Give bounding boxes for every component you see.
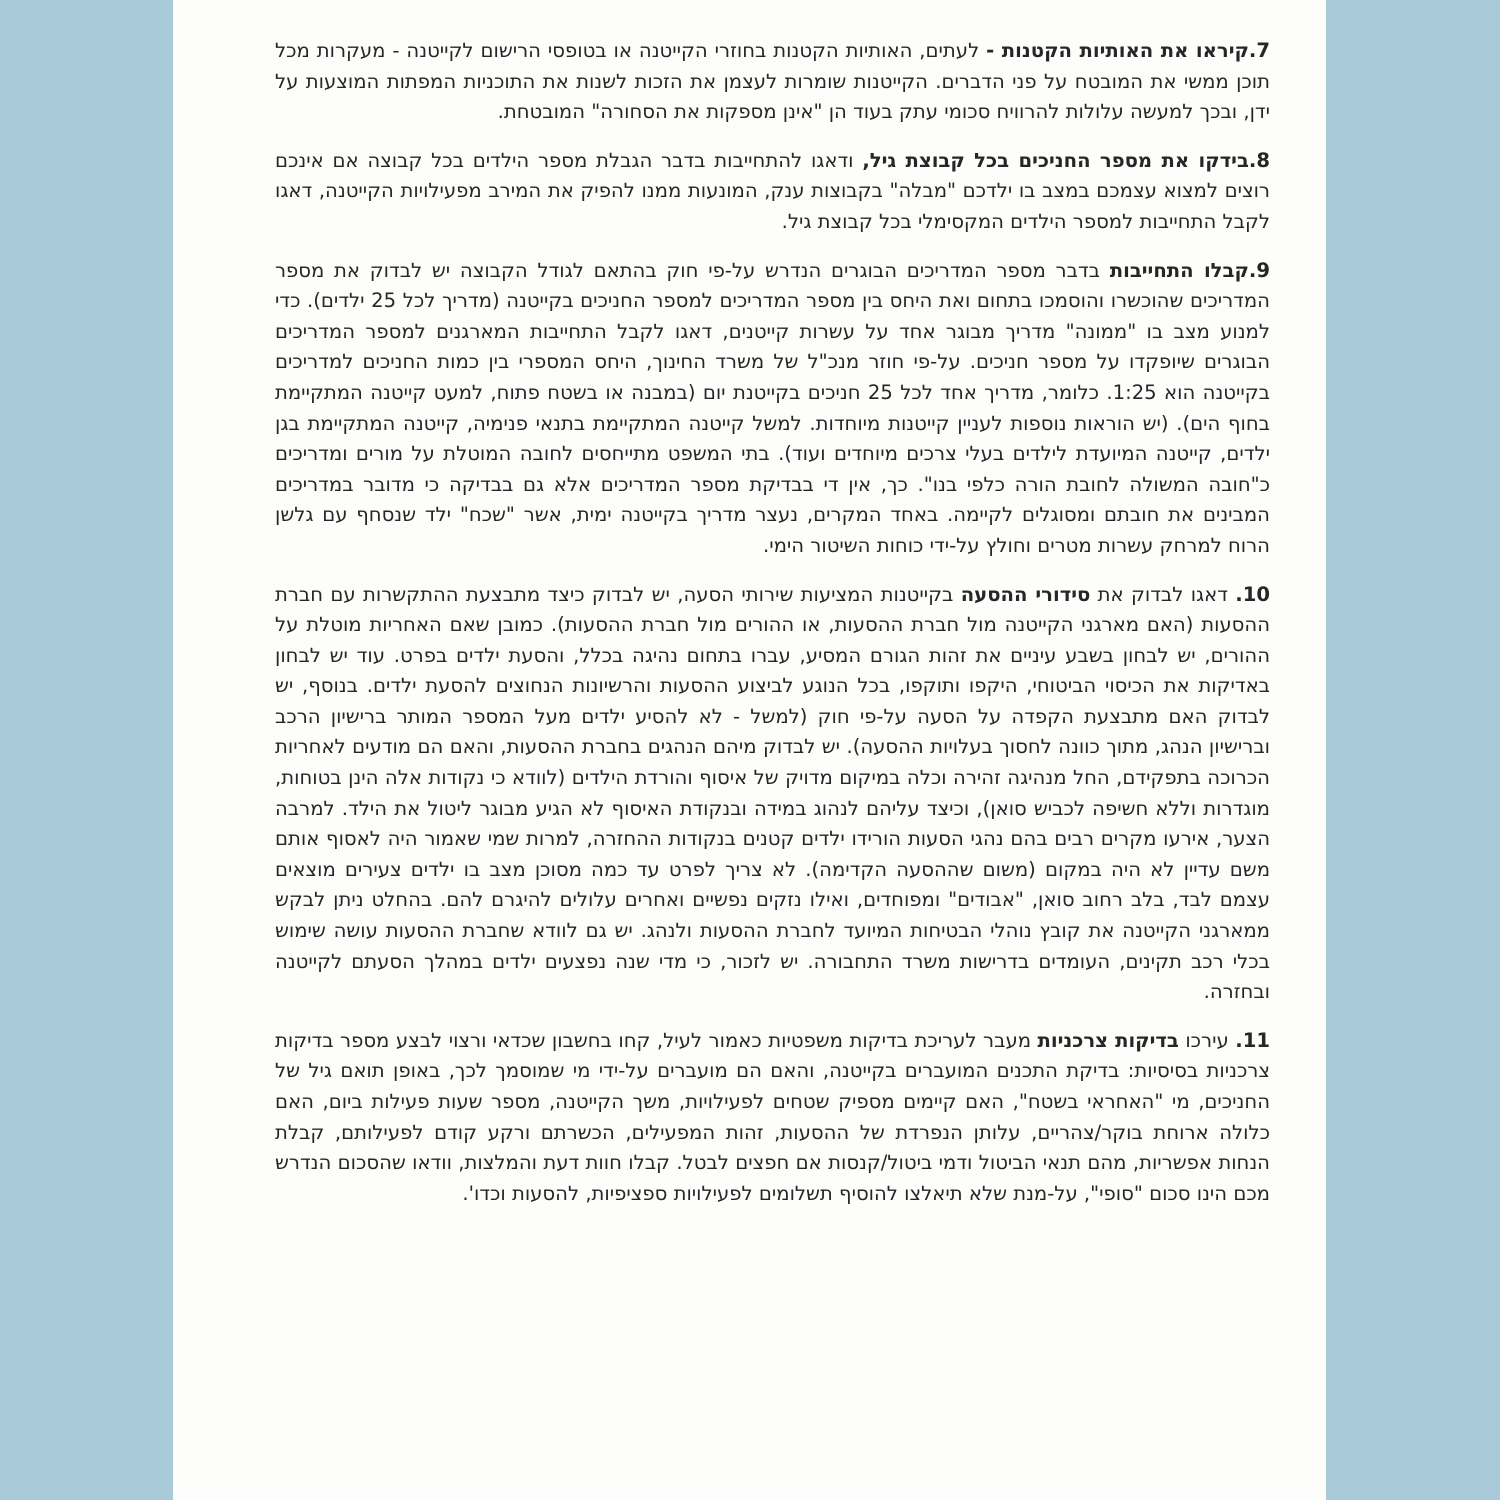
document-page xyxy=(173,0,1326,1500)
section-number: 7. xyxy=(1248,39,1270,62)
section-body: ודאגו להתחייבות בדבר הגבלת מספר הילדים בכל קבוצה אם אינכם רוצים למצוא עצמכם במצב בו ילדכם "מבלה" בקבוצות ענק, המונעות ממנו להפיק את המירב מפעילויות הקייטנה, דאגו לקבל התחייבות למספר הילדים המקסימלי בכל קבוצת גיל. xyxy=(275,148,1270,233)
section-heading: בידקו את מספר החניכים בכל קבוצת גיל, xyxy=(862,148,1249,172)
section-heading: קיראו את האותיות הקטנות - xyxy=(986,39,1249,62)
section-body: מעבר לעריכת בדיקות משפטיות כאמור לעיל, קחו בחשבון שכדאי ורצוי לבצע מספר בדיקות צרכניות בסיסיות: בדיקת התכנים המועברים בקייטנה, והאם הם מועברים על-ידי מי שמוסמך לכך, באופן תואם גיל של החניכים, מי "האחראי בשטח", האם קיימים מספיק שטחים לפעילויות, משך הקייטנה, מספר שעות פעילות ביום, האם כלולה ארוחת בוקר/צהריים, עלותן הנפרדת של ההסעות, זהות המפעילים, הכשרתם ורקע קודם לפעילותם, קבלת הנחות אפשריות, מהם תנאי הביטול ודמי ביטול/קנסות אם חפצים לבטל. קבלו חוות דעת והמלצות, וודאו שהסכום הנדרש מכם הינו סכום "סופי", על-מנת שלא תיאלצו להוסיף תשלומים לפעילויות ספציפיות, להסעות וכדו'. xyxy=(275,1028,1270,1205)
section-heading: קבלו התחייבות xyxy=(1109,258,1249,282)
section-number: 11. xyxy=(1235,1028,1270,1052)
section-body: בדבר מספר המדריכים הבוגרים הנדרש על-פי חוק בהתאם לגודל הקבוצה יש לבדוק את מספר המדריכים שהוכשרו והוסמכו בתחום ואת היחס בין מספר המדריכים למספר החניכים בקייטנה (מדריך לכל 25 ילדים). כדי למנוע מצב בו "ממונה" מדריך מבוגר אחד על עשרות קייטנים, דאגו לקבל התחייבות המארגנים למספר המדריכים הבוגרים שיופקדו על מספר חניכים. על-פי חוזר מנכ"ל של משרד החינוך, היחס המספרי בין כמות החניכים למדריכים בקייטנה הוא 1:25. כלומר, מדריך אחד לכל 25 חניכים בקייטנת יום (במבנה או בשטח פתוח, למעט קייטנה המתקיימת בחוף הים). (יש הוראות נוספות לעניין קייטנות מיוחדות. למשל קייטנה המתקיימת בתנאי פנימיה, קייטנה המתקיימת בגן ילדים, קייטנה המיועדת לילדים בעלי צרכים מיוחדים ועוד). בתי המשפט מתייחסים לחובה המוטלת על מורים ומדריכים כ"חובה המשולה לחובת הורה כלפי בנו". כך, אין די בבדיקת מספר המדריכים אלא גם בבדיקה כי מדובר במדריכים המבינים את חובתם ומסוגלים לקיימה. באחד המקרים, נעצר מדריך בקייטנה ימית, אשר "שכח" ילד שנסחף עם גלשן הרוח למרחק עשרות מטרים וחולץ על-ידי כוחות השיטור הימי. xyxy=(275,258,1270,557)
section-body: לעתים, האותיות הקטנות בחוזרי הקייטנה או בטופסי הרישום לקייטנה - מעקרות מכל תוכן ממשי את המובטח על פני הדברים. הקייטנות שומרות לעצמן את הזכות לשנות את התוכניות המפתות המוצעות על ידן, ובכך למעשה עלולות להרוויח סכומי עתק בעוד הן "אינן מספקות את הסחורה" המובטחת. xyxy=(275,39,1270,124)
section-10 xyxy=(275,580,1270,1008)
section-body: בקייטנות המציעות שירותי הסעה, יש לבדוק כיצד מתבצעת ההתקשרות עם חברת ההסעות (האם מארגני הקייטנה מול חברת ההסעות, או ההורים מול חברת ההסעות). כמובן שאם האחריות מוטלת על ההורים, יש לבחון בשבע עיניים את זהות הגורם המסיע, עברו בתחום נהיגה בכלל, והסעת ילדים בפרט. עוד יש לבחון באדיקות את הכיסוי הביטוחי, היקפו ותוקפו, בכל הנוגע לביצוע ההסעות והרשיונות הנחוצים להסעת ילדים. בנוסף, יש לבדוק האם מתבצעת הקפדה על הסעה על-פי חוק (למשל - לא להסיע ילדים מעל המספר המותר ברישיון הרכב וברישיון הנהג, מתוך כוונה לחסוך בעלויות ההסעה). יש לבדוק מיהם הנהגים בחברת ההסעות, והאם הם מודעים לאחריות הכרוכה בתפקידם, החל מנהיגה זהירה וכלה במיקום מדויק של איסוף והורדת הילדים (לוודא כי נקודות אלה הינן בטוחות, מוגדרות וללא חשיפה לכביש סואן), וכיצד עליהם לנהוג במידה ובנקודת האיסוף לא הגיע מבוגר ליטול את הילד. למרבה הצער, אירעו מקרים רבים בהם נהגי הסעות הורידו ילדים קטנים בנקודות ההחזרה, למרות שמי שאמור היה לאסוף אותם משם עדיין לא היה במקום (משום שההסעה הקדימה). לא צריך לפרט עד כמה מסוכן מצב בו ילדים צעירים מוצאים עצמם לבד, בלב רחוב סואן, "אבודים" ומפוחדים, ואילו נזקים נפשיים ואחרים עלולים להיגרם להם. בהחלט ניתן לבקש ממארגני הקייטנה את קובץ נוהלי הבטיחות המיועד לחברת ההסעות ולנהג. יש גם לוודא שחברת ההסעות עושה שימוש בכלי רכב תקינים, העומדים בדרישות משרד התחבורה. יש לזכור, כי מדי שנה נפצעים ילדים במהלך הסעתם לקייטנה ובחזרה. xyxy=(275,582,1270,1004)
section-intro: דאגו לבדוק את xyxy=(1090,582,1236,606)
section-heading: סידורי ההסעה xyxy=(960,582,1091,606)
section-heading: בדיקות צרכניות xyxy=(1037,1028,1179,1052)
section-7 xyxy=(275,36,1270,128)
section-number: 10. xyxy=(1235,582,1270,606)
section-8 xyxy=(275,146,1270,238)
section-intro: עירכו xyxy=(1178,1028,1236,1052)
section-11 xyxy=(275,1026,1270,1210)
document-text xyxy=(275,36,1270,1209)
section-number: 8. xyxy=(1248,148,1270,172)
section-number: 9. xyxy=(1248,258,1271,282)
section-9 xyxy=(275,256,1270,562)
